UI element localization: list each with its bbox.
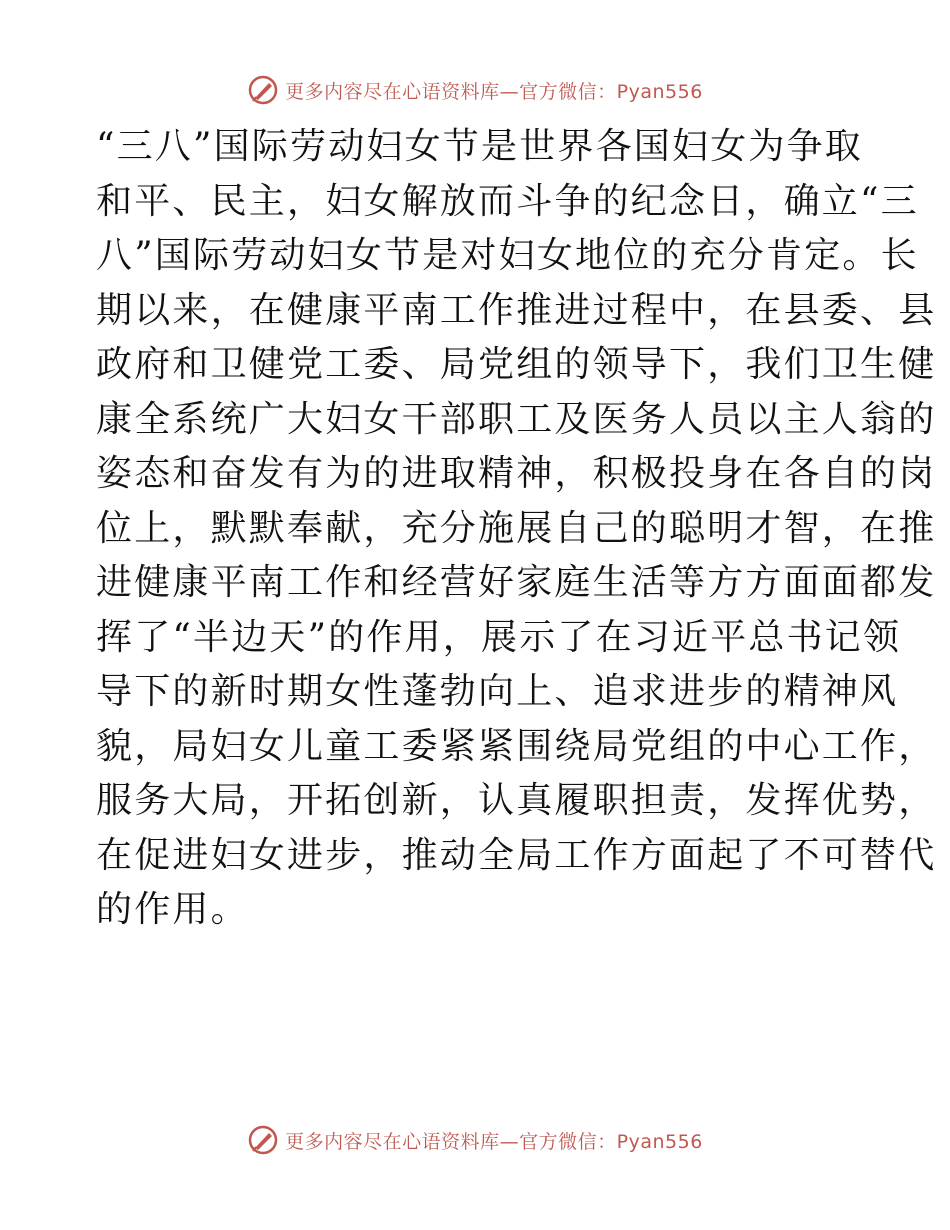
feather-pen-logo-icon bbox=[247, 74, 279, 106]
watermark-text: 更多内容尽在心语资料库—官方微信：Pyan556 bbox=[285, 1130, 703, 1153]
paragraph-line: “三八”国际劳动妇女节是世界各国妇女为争取 bbox=[96, 126, 864, 167]
paragraph-line: 挥了“半边天”的作用，展示了在习近平总书记领 bbox=[96, 616, 902, 658]
watermark-text: 更多内容尽在心语资料库—官方微信：Pyan556 bbox=[285, 80, 703, 103]
paragraph-line: 进健康平南工作和经营好家庭生活等方方面面都发 bbox=[96, 562, 937, 603]
document-body bbox=[96, 120, 937, 938]
paragraph-line: 貌，局妇女儿童工委紧紧围绕局党组的中心工作， bbox=[96, 725, 937, 767]
paragraph-line: 导下的新时期女性蓬勃向上、追求进步的精神风 bbox=[96, 671, 899, 712]
paragraph-line: 和平、民主，妇女解放而斗争的纪念日，确立“三 bbox=[96, 180, 919, 222]
feather-pen-logo-icon bbox=[247, 1124, 279, 1156]
paragraph-line: 八”国际劳动妇女节是对妇女地位的充分肯定。长 bbox=[96, 235, 919, 276]
paragraph-line: 服务大局，开拓创新，认真履职担责，发挥优势， bbox=[96, 780, 937, 821]
paragraph-line: 期以来，在健康平南工作推进过程中，在县委、县 bbox=[96, 289, 937, 331]
header-watermark bbox=[0, 70, 950, 110]
paragraph-line: 康全系统广大妇女干部职工及医务人员以主人翁的 bbox=[96, 398, 937, 440]
footer-watermark bbox=[0, 1120, 950, 1160]
paragraph-line: 政府和卫健党工委、局党组的领导下，我们卫生健 bbox=[96, 344, 937, 385]
paragraph-line: 在促进妇女进步，推动全局工作方面起了不可替代 bbox=[96, 834, 937, 876]
paragraph-line: 的作用。 bbox=[96, 889, 249, 930]
paragraph-line: 姿态和奋发有为的进取精神，积极投身在各自的岗 bbox=[96, 453, 937, 494]
paragraph-line: 位上，默默奉献，充分施展自己的聪明才智，在推 bbox=[96, 507, 937, 549]
